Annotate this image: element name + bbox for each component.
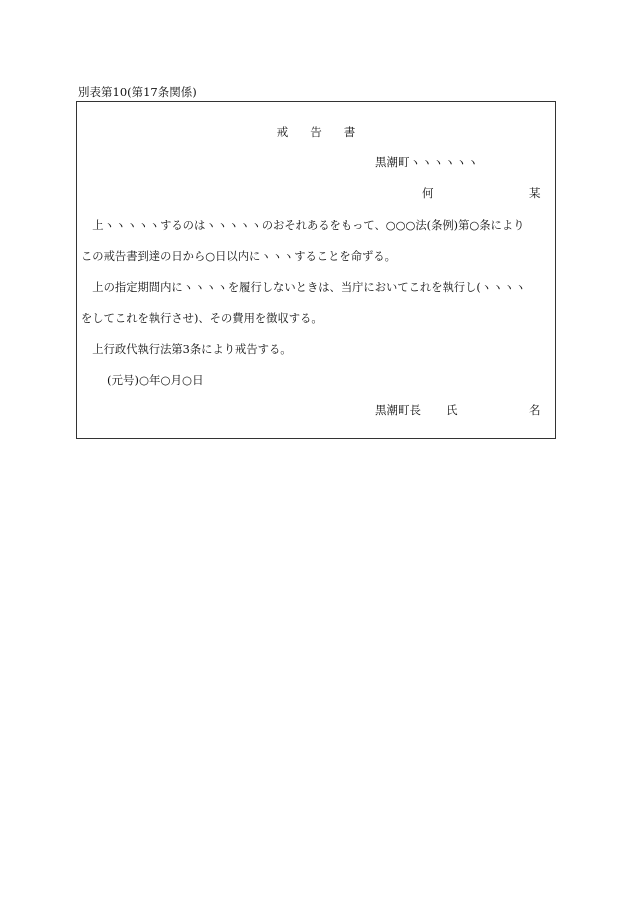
- signature-office: 黒潮町長: [375, 403, 421, 417]
- notice-frame: [76, 101, 556, 439]
- signature-shi: 氏: [446, 403, 458, 417]
- addressee-name-first: 何: [422, 186, 434, 200]
- paragraph-line-3: 上の指定期間内にヽヽヽヽを履行しないときは、当庁においてこれを執行し(ヽヽヽヽ: [81, 281, 526, 294]
- paragraph-line-2: この戒告書到達の日から○日以内にヽヽヽすることを命ずる。: [81, 250, 396, 263]
- paragraph-line-1: 上ヽヽヽヽヽするのはヽヽヽヽヽのおそれあるをもって、○○○法(条例)第○条により: [81, 219, 525, 232]
- addressee-name-second: 某: [529, 186, 541, 200]
- notice-title: 戒告書: [276, 125, 378, 139]
- paragraph-line-4: をしてこれを執行させ)、その費用を徴収する。: [81, 312, 323, 325]
- notice-date: (元号)○年○月○日: [107, 373, 204, 387]
- paragraph-line-5: 上行政代執行法第3条により戒告する。: [81, 343, 292, 356]
- table-caption: 別表第10(第17条関係): [78, 85, 197, 99]
- signature-mei: 名: [529, 403, 541, 417]
- issuing-town: 黒潮町ヽヽヽヽヽヽ: [375, 155, 479, 169]
